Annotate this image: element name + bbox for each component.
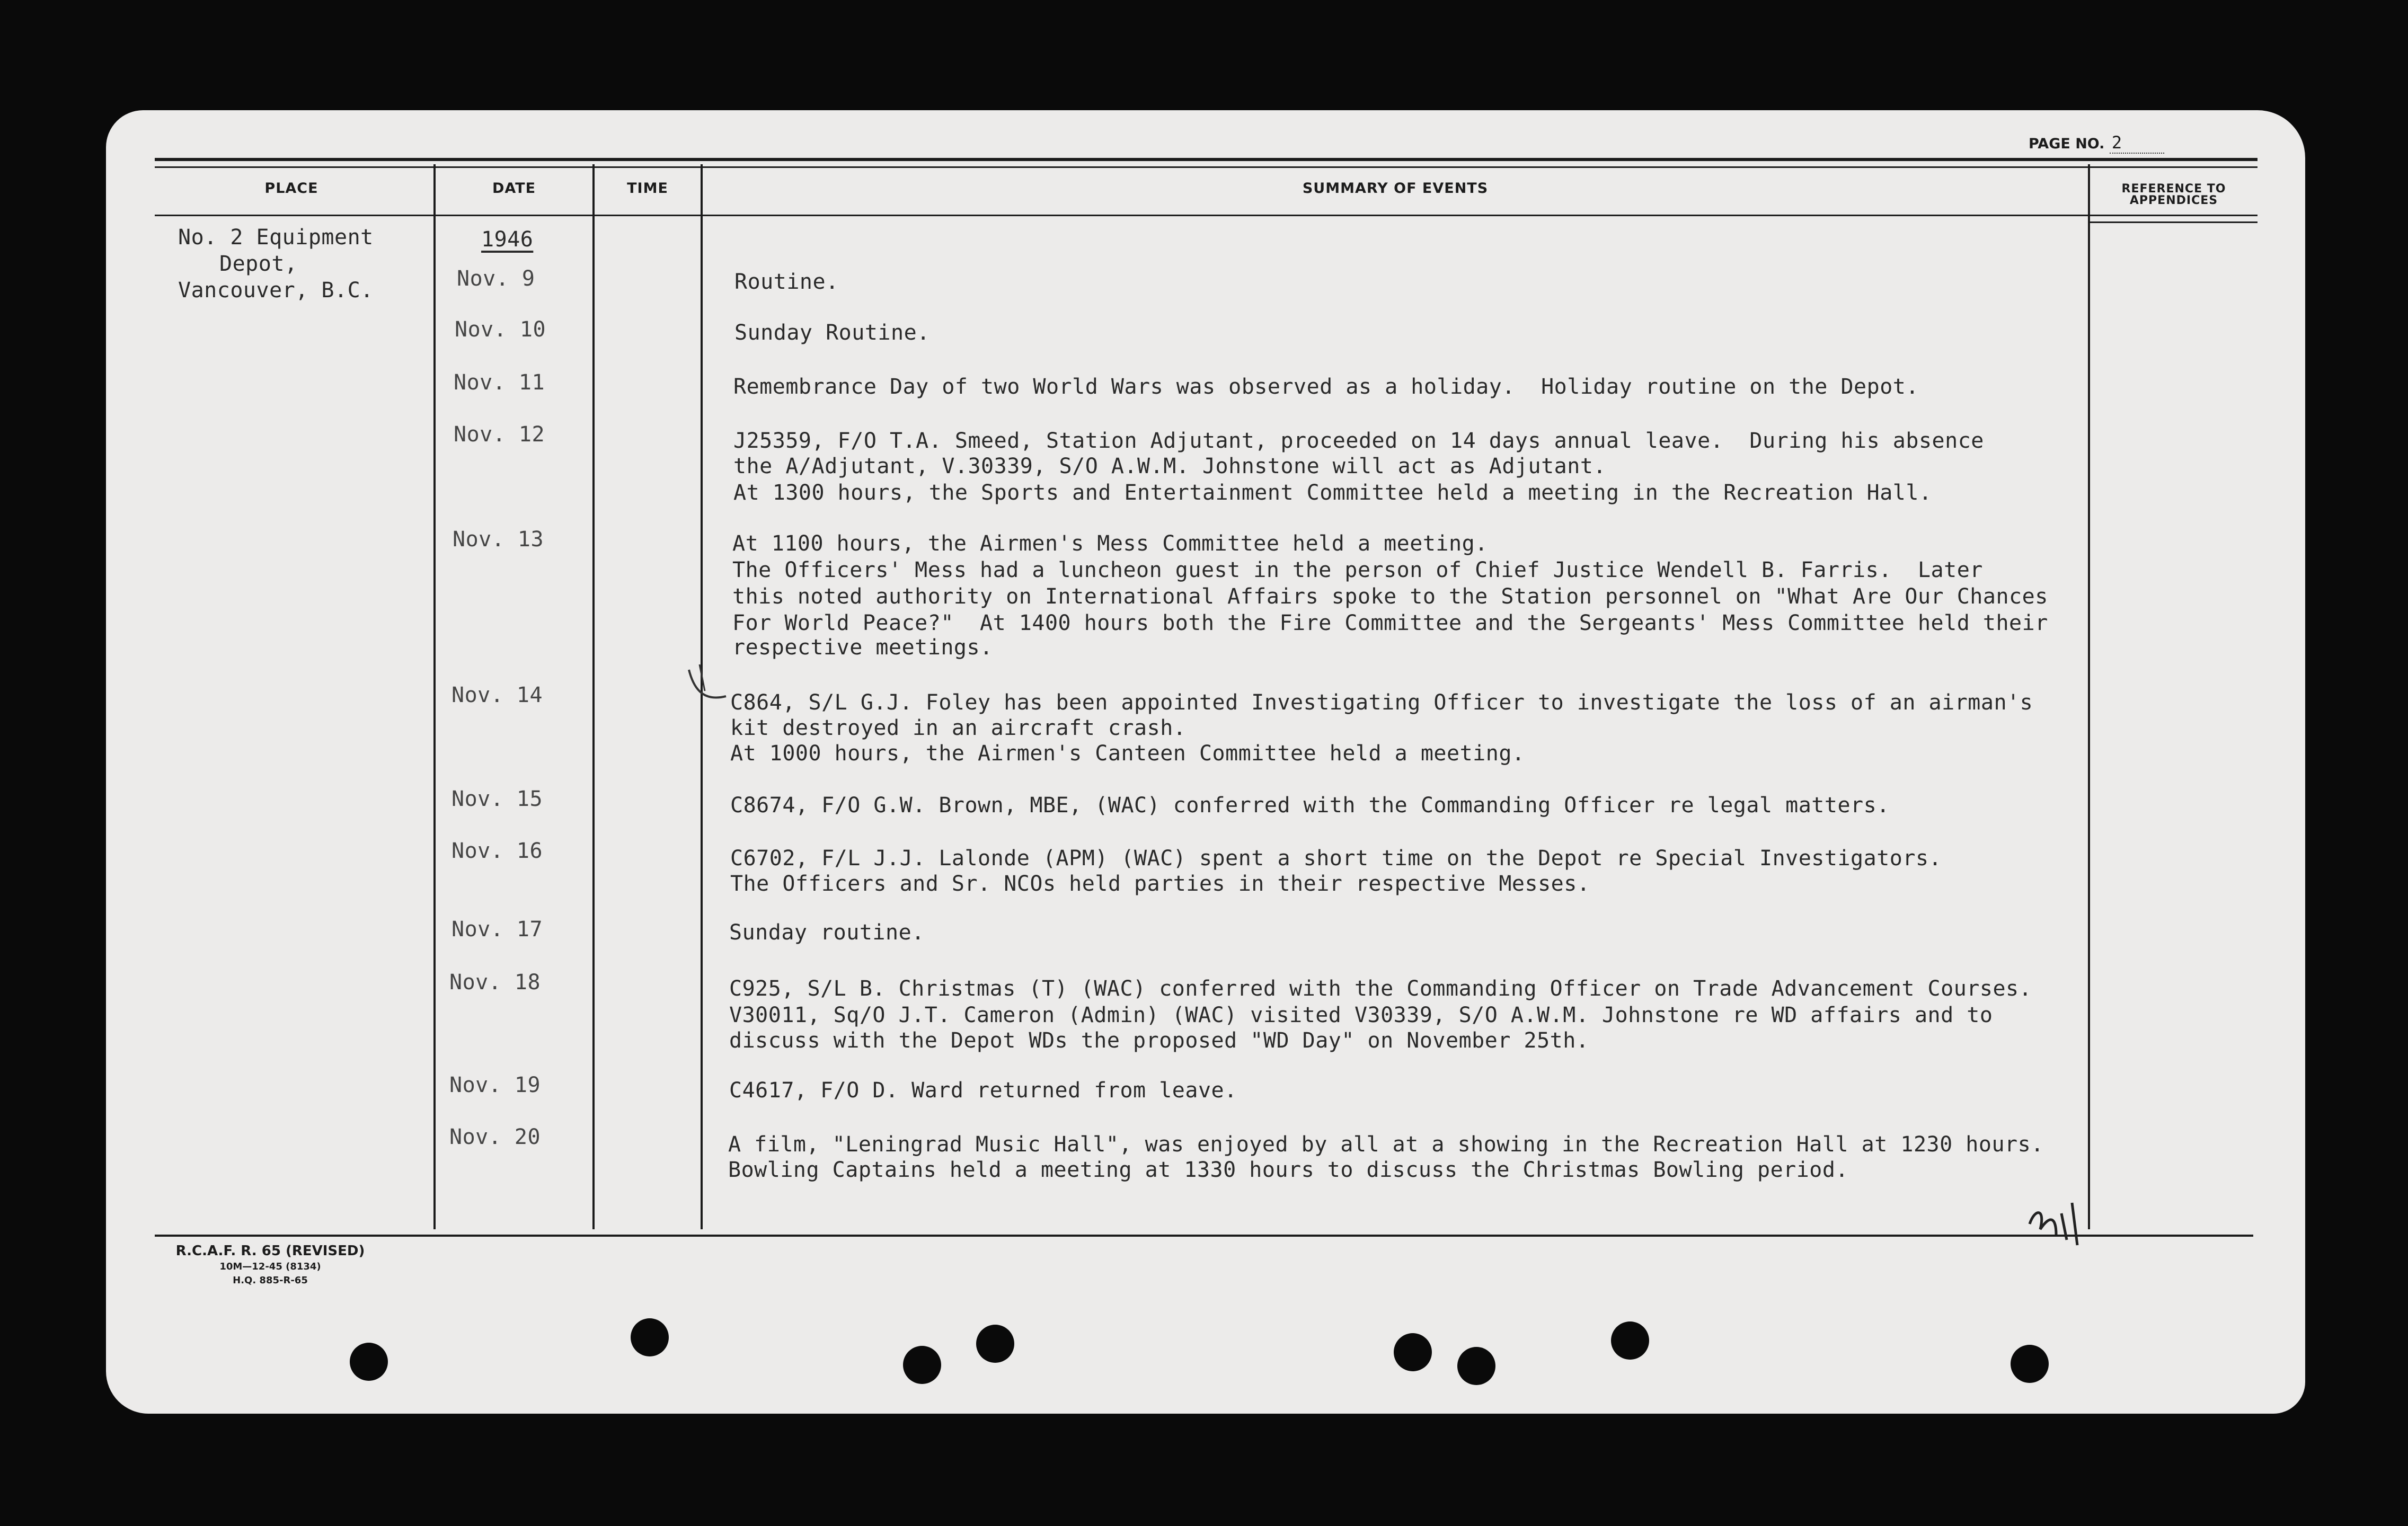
event-nov-16-line-1: C6702, F/L J.J. Lalonde (APM) (WAC) spent a short time on the Depot re Special Investigators. — [730, 846, 1942, 871]
date-nov-10: Nov. 10 — [455, 317, 546, 342]
event-nov-13-line-1: At 1100 hours, the Airmen's Mess Committee held a meeting. — [732, 531, 1488, 556]
event-nov-10-line-1: Sunday Routine. — [734, 321, 930, 345]
handwritten-tick-mark — [684, 659, 731, 707]
header-bottom-rule — [155, 215, 2258, 216]
event-nov-13-line-5: respective meetings. — [732, 635, 993, 660]
header-date: DATE — [492, 180, 536, 197]
event-nov-13-line-3: this noted authority on International Affairs spoke to the Station personnel on "What Are Our Chances — [732, 584, 2048, 609]
date-nov-15: Nov. 15 — [452, 787, 543, 811]
date-nov-9: Nov. 9 — [457, 267, 535, 291]
event-nov-17-line-1: Sunday routine. — [729, 920, 925, 945]
event-nov-20-line-2: Bowling Captains held a meeting at 1330 hours to discuss the Christmas Bowling period. — [728, 1158, 1849, 1182]
header-summary: SUMMARY OF EVENTS — [1302, 180, 1489, 197]
date-nov-11: Nov. 11 — [454, 370, 545, 395]
event-nov-14-line-2: kit destroyed in an aircraft crash. — [730, 716, 1187, 740]
event-nov-18-line-3: discuss with the Depot WDs the proposed "WD Day" on November 25th. — [729, 1028, 1589, 1053]
punch-hole — [1611, 1321, 1649, 1360]
top-rule-thick — [155, 158, 2258, 161]
page-number-label — [2029, 132, 2164, 153]
page-number: 2 — [2110, 132, 2164, 154]
punch-hole — [1394, 1333, 1432, 1371]
page-label: PAGE NO. — [2029, 136, 2105, 152]
punch-hole — [350, 1343, 388, 1381]
event-nov-13-line-2: The Officers' Mess had a luncheon guest in the person of Chief Justice Wendell B. Farris. Later — [732, 558, 1983, 582]
place-line-3: Vancouver, B.C. — [178, 278, 374, 303]
divider-summary-reference — [2088, 164, 2090, 1229]
header-time: TIME — [627, 180, 668, 197]
punch-hole — [2011, 1345, 2049, 1383]
event-nov-16-line-2: The Officers and Sr. NCOs held parties in their respective Messes. — [730, 872, 1590, 896]
date-nov-19: Nov. 19 — [449, 1073, 541, 1097]
event-nov-20-line-1: A film, "Leningrad Music Hall", was enjoyed by all at a showing in the Recreation Hall at 1230 hours. — [728, 1132, 2044, 1157]
event-nov-18-line-2: V30011, Sq/O J.T. Cameron (Admin) (WAC) visited V30339, S/O A.W.M. Johnstone re WD affairs and to — [729, 1003, 1993, 1027]
punch-hole — [631, 1318, 669, 1356]
form-number-line-3: H.Q. 885-R-65 — [233, 1275, 308, 1286]
date-nov-16: Nov. 16 — [452, 839, 543, 863]
event-nov-14-line-3: At 1000 hours, the Airmen's Canteen Committee held a meeting. — [730, 741, 1525, 766]
date-nov-18: Nov. 18 — [449, 970, 541, 995]
date-nov-12: Nov. 12 — [454, 422, 545, 447]
header-place: PLACE — [264, 180, 318, 197]
date-nov-13: Nov. 13 — [453, 527, 544, 552]
event-nov-12-line-1: J25359, F/O T.A. Smeed, Station Adjutant, proceeded on 14 days annual leave. During his absence — [733, 429, 1984, 453]
divider-date-time — [592, 164, 595, 1229]
event-nov-15-line-1: C8674, F/O G.W. Brown, MBE, (WAC) conferred with the Commanding Officer re legal matters. — [730, 793, 1890, 818]
event-nov-13-line-4: For World Peace?" At 1400 hours both the Fire Committee and the Sergeants' Mess Committee held their — [732, 611, 2048, 635]
date-nov-20: Nov. 20 — [449, 1125, 541, 1149]
place-line-2: Depot, — [219, 252, 298, 276]
punch-hole — [1457, 1347, 1495, 1385]
place-line-1: No. 2 Equipment — [178, 225, 374, 250]
event-nov-19-line-1: C4617, F/O D. Ward returned from leave. — [729, 1078, 1237, 1103]
form-number-line-2: 10M—12-45 (8134) — [219, 1261, 321, 1272]
punch-hole — [976, 1325, 1014, 1363]
form-number-line-1: R.C.A.F. R. 65 (REVISED) — [175, 1243, 365, 1259]
reference-header-rule — [2088, 221, 2258, 223]
event-nov-12-line-2: the A/Adjutant, V.30339, S/O A.W.M. Johnstone will act as Adjutant. — [733, 454, 1606, 478]
top-rule-thin — [155, 166, 2258, 168]
handwritten-initials — [2024, 1192, 2093, 1250]
divider-place-date — [433, 164, 436, 1229]
event-nov-14-line-1: C864, S/L G.J. Foley has been appointed Investigating Officer to investigate the loss of an airman's — [730, 690, 2033, 715]
event-nov-12-line-3: At 1300 hours, the Sports and Entertainment Committee held a meeting in the Recreation Hall. — [733, 481, 1932, 505]
year: 1946 — [481, 227, 534, 252]
date-nov-17: Nov. 17 — [452, 917, 543, 942]
header-reference: REFERENCE TO APPENDICES — [2121, 182, 2226, 207]
bottom-rule — [155, 1235, 2253, 1237]
punch-hole — [903, 1346, 941, 1384]
event-nov-11-line-1: Remembrance Day of two World Wars was observed as a holiday. Holiday routine on the Depot. — [733, 375, 1919, 399]
event-nov-9-line-1: Routine. — [734, 270, 839, 294]
date-nov-14: Nov. 14 — [452, 683, 543, 707]
event-nov-18-line-1: C925, S/L B. Christmas (T) (WAC) conferred with the Commanding Officer on Trade Advancement Courses. — [729, 977, 2032, 1001]
